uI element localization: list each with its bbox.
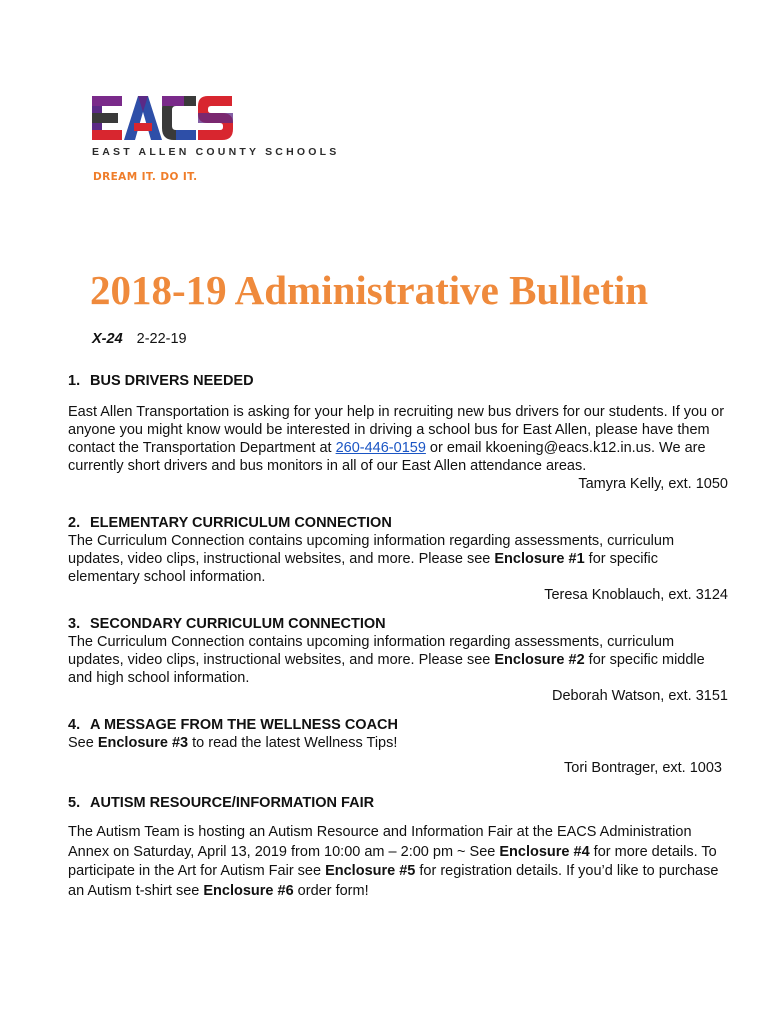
section-title: AUTISM RESOURCE/INFORMATION FAIR [90,795,375,811]
enclosure-ref: Enclosure #6 [203,882,294,899]
issue-date: 2-22-19 [136,331,187,347]
eacs-logo [92,96,234,140]
body-text: for registration details. If you’d like to purchase an Autism t-shirt see [68,863,719,899]
phone-link[interactable]: 260-446-0159 [335,440,426,456]
section-title: ELEMENTARY CURRICULUM CONNECTION [90,515,392,531]
section-number: 4. [68,717,81,733]
section-title: SECONDARY CURRICULUM CONNECTION [90,616,386,632]
section-body [68,823,728,901]
enclosure-ref: Enclosure #2 [494,652,585,668]
body-text: for specific elementary school information. [68,551,658,585]
section-number: 1. [68,373,81,389]
enclosure-ref: Enclosure #4 [499,843,590,860]
section-body [68,403,728,475]
logo-subtitle: EAST ALLEN COUNTY SCHOOLS [92,146,340,158]
logo-tagline: DREAM IT. DO IT. [93,171,198,183]
body-text: to read the latest Wellness Tips! [188,735,398,751]
body-text: for specific middle and high school information. [68,652,705,686]
section-wellness-coach [68,716,728,777]
signature: Teresa Knoblauch, ext. 3124 [544,587,728,603]
section-heading [68,372,728,390]
section-body [68,633,728,687]
section-title: BUS DRIVERS NEEDED [90,373,254,389]
enclosure-ref: Enclosure #3 [97,735,189,751]
signature: Tamyra Kelly, ext. 1050 [578,476,728,492]
section-heading [68,716,728,734]
section-heading [68,794,728,812]
body-text: or email kkoening@eacs.k12.in.us. We are currently short drivers and bus monitors in all of our East Allen attendance areas. [68,440,706,474]
page-title: 2018-19 Administrative Bulletin [90,267,649,313]
issue-number: X-24 [92,331,123,347]
section-secondary-curriculum [68,615,728,705]
eacs-logo-mark [92,96,234,140]
body-text: for more details. To participate in the Art for Autism Fair see [68,843,717,879]
body-text: The Autism Team is hosting an Autism Resource and Information Fair at the EACS Administration Annex on Saturday, April 13, 2019 from 10:00 am – 2:00 pm ~ See [68,824,692,860]
body-text: The Curriculum Connection contains upcoming information regarding assessments, curriculum updates, video clips, instructional websites, and more. Please see [68,634,675,668]
issue-line [92,331,187,347]
body-text: East Allen Transportation is asking for your help in recruiting new bus drivers for our students. If you or anyone you might know would be interested in driving a school bus for East Allen, please have them contact the Transportation Department at [68,404,725,456]
signature: Deborah Watson, ext. 3151 [552,688,728,704]
section-number: 5. [68,795,81,811]
section-bus-drivers [68,372,728,493]
section-number: 2. [68,515,81,531]
body-text: order form! [293,882,369,899]
body-text: The Curriculum Connection contains upcoming information regarding assessments, curriculum updates, video clips, instructional websites, and more. Please see [68,533,675,567]
section-heading [68,514,728,532]
enclosure-ref: Enclosure #1 [494,551,585,567]
section-heading [68,615,728,633]
body-text: See [68,735,98,751]
section-elementary-curriculum [68,514,728,604]
section-number: 3. [68,616,81,632]
enclosure-ref: Enclosure #5 [325,863,416,879]
section-body [68,532,728,586]
signature: Tori Bontrager, ext. 1003 [564,760,722,776]
section-title: A MESSAGE FROM THE WELLNESS COACH [90,717,398,733]
section-body [68,734,728,752]
section-autism-fair [68,794,728,901]
